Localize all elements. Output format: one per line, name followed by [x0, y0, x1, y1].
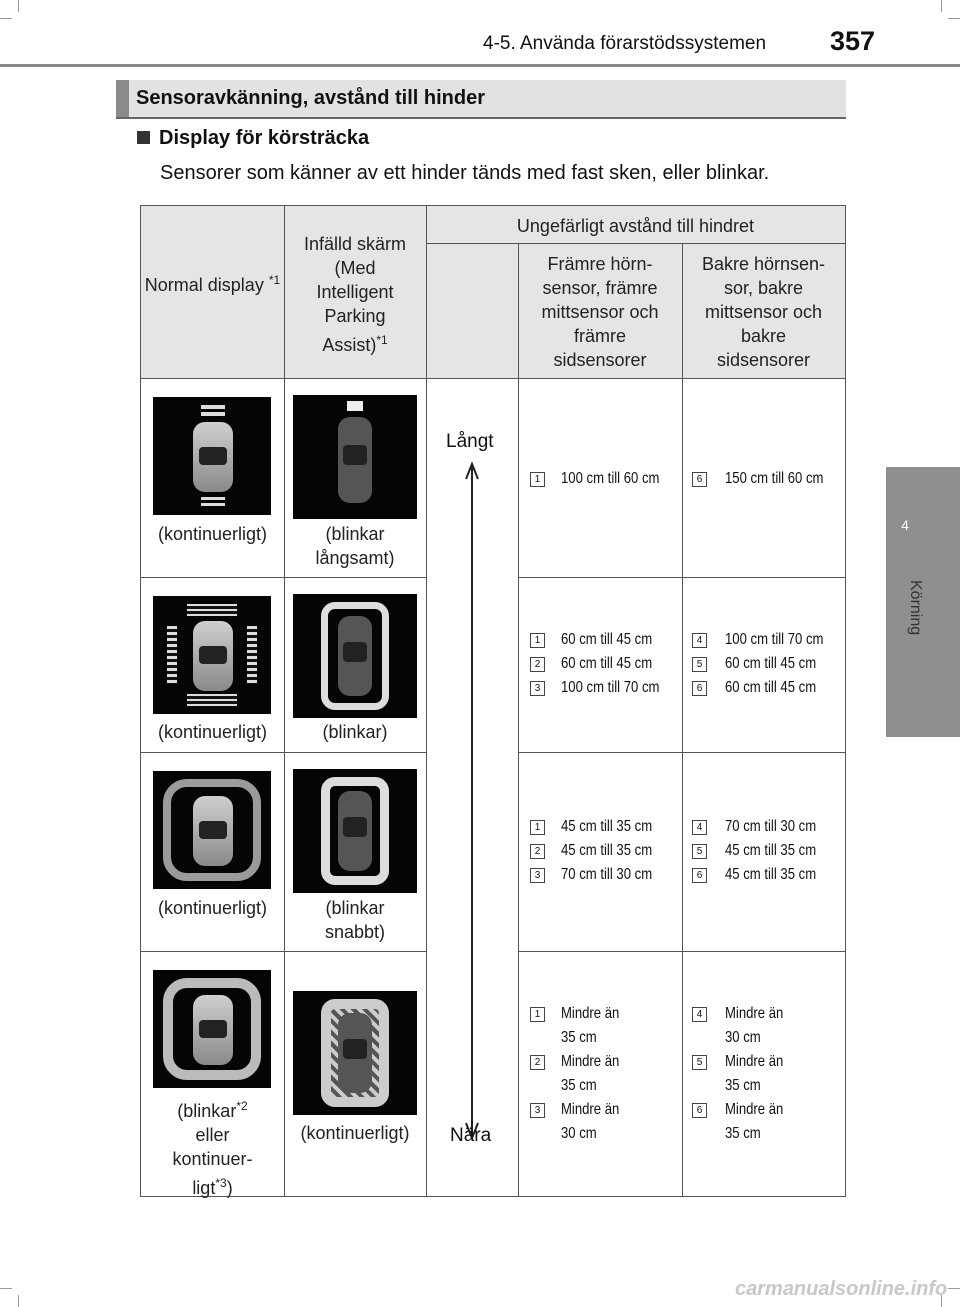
grid-line: [518, 243, 519, 1196]
footnote-ref: 2: [241, 1099, 248, 1113]
sensor-number: 3: [530, 1103, 545, 1118]
caption-line: kontinuer-: [172, 1149, 253, 1169]
square-bullet-icon: [137, 131, 150, 144]
header-approx-distance: Ungefärligt avstånd till hindret: [516, 216, 755, 236]
crop-mark: [941, 0, 942, 12]
inset-caption: [284, 522, 426, 570]
header-inset-screen: [284, 232, 426, 357]
sensor-number: 1: [530, 472, 545, 487]
header-line: Bakre hörnsen-: [701, 254, 826, 274]
footnote-marker: *2: [236, 1099, 248, 1113]
distance-value: 45 cm till 35 cm: [561, 842, 653, 859]
sensor-number: 6: [692, 472, 707, 487]
crop-mark: [0, 1288, 12, 1289]
crop-mark: [18, 1295, 19, 1307]
header-line: Infälld skärm: [303, 234, 407, 254]
page-number: 357: [830, 26, 876, 56]
header-line: sor, bakre: [723, 278, 804, 298]
sensor-number: 2: [530, 657, 545, 672]
distance-value: 60 cm till 45 cm: [725, 679, 817, 696]
sensor-number: 2: [530, 844, 545, 859]
chapter-title: Körning: [907, 580, 924, 636]
grid-line: [518, 951, 845, 952]
header-line: bakre: [740, 326, 787, 346]
caption-line: ligt: [192, 1178, 216, 1198]
distance-value: 70 cm till 30 cm: [725, 818, 817, 835]
header-line: mittsensor och: [541, 302, 659, 322]
chapter-number: 4: [901, 517, 909, 533]
distance-value: 100 cm till 70 cm: [725, 631, 824, 648]
section-title: Sensoravkänning, avstånd till hinder: [136, 87, 485, 109]
normal-display-image: [153, 596, 271, 714]
distance-value: 100 cm till 60 cm: [561, 470, 660, 487]
grid-line: [518, 577, 845, 578]
header-normal-display-text: Normal display: [144, 275, 264, 295]
normal-caption: (kontinuerligt): [157, 524, 268, 544]
sub-heading: [137, 127, 369, 150]
grid-line: [426, 206, 427, 1196]
footnote-marker: *3: [215, 1176, 227, 1190]
header-line: sidsensorer: [553, 350, 647, 370]
inset-screen-image: [293, 991, 417, 1115]
footnote-ref: 3: [220, 1176, 227, 1190]
distance-value: Mindre än 35 cm: [725, 1053, 784, 1094]
caption-line: (blinkar: [325, 898, 385, 918]
sensor-number: 6: [692, 868, 707, 883]
sensor-number: 6: [692, 1103, 707, 1118]
sensor-number: 5: [692, 844, 707, 859]
watermark: carmanualsonline.info: [735, 1278, 948, 1300]
header-line: Assist): [322, 335, 377, 355]
grid-line: [141, 577, 426, 578]
intro-paragraph: Sensorer som känner av ett hinder tänds med fast sken, eller blinkar.: [160, 162, 770, 184]
normal-display-image: [153, 397, 271, 515]
header-line: Främre hörn-: [547, 254, 653, 274]
grid-line: [682, 243, 683, 1196]
header-line: mittsensor och: [704, 302, 823, 322]
sensor-number: 6: [692, 681, 707, 696]
header-front-sensors: [518, 252, 682, 372]
sensor-number: 4: [692, 820, 707, 835]
footnote-marker: *1: [376, 333, 388, 347]
sensor-number: 4: [692, 633, 707, 648]
header-normal-display: [141, 268, 284, 297]
distance-value: 100 cm till 70 cm: [561, 679, 660, 696]
distance-value: Mindre än 35 cm: [561, 1005, 620, 1046]
caption-line: eller: [195, 1125, 230, 1145]
normal-caption: (kontinuerligt): [157, 898, 268, 918]
distance-value: 60 cm till 45 cm: [561, 631, 653, 648]
distance-value: Mindre än 35 cm: [725, 1101, 784, 1142]
distance-value: 60 cm till 45 cm: [725, 655, 817, 672]
distance-value: Mindre än 30 cm: [561, 1101, 620, 1142]
caption-line: snabbt): [324, 922, 386, 942]
normal-display-image: [153, 771, 271, 889]
near-label: Nära: [450, 1125, 492, 1146]
sensor-number: 4: [692, 1007, 707, 1022]
inset-screen-image: [293, 594, 417, 718]
header-rear-sensors: [682, 252, 845, 372]
sensor-number: 1: [530, 633, 545, 648]
footnote-ref: 1: [380, 333, 388, 347]
sensor-number: 5: [692, 1055, 707, 1070]
normal-display-image: [153, 970, 271, 1088]
grid-line: [141, 752, 426, 753]
distance-table: [140, 205, 846, 1197]
distance-value: 60 cm till 45 cm: [561, 655, 653, 672]
grid-line: [141, 951, 426, 952]
footnote-ref: 1: [273, 273, 281, 287]
header-line: (Med: [334, 258, 376, 278]
footnote-marker: *1: [268, 273, 281, 287]
distance-value: 45 cm till 35 cm: [725, 866, 817, 883]
distance-value: 70 cm till 30 cm: [561, 866, 653, 883]
header-line: främre: [573, 326, 626, 346]
sensor-number: 3: [530, 868, 545, 883]
sensor-number: 2: [530, 1055, 545, 1070]
grid-line: [426, 243, 845, 244]
sensor-number: 1: [530, 1007, 545, 1022]
header-line: Parking: [324, 306, 386, 326]
header-rule: [0, 64, 960, 67]
far-label: Långt: [446, 431, 494, 452]
distance-arrow-icon: [461, 461, 483, 1141]
inset-screen-image: [293, 395, 417, 519]
inset-screen-image: [293, 769, 417, 893]
inset-caption: (kontinuerligt): [300, 1123, 410, 1143]
grid-line: [141, 378, 845, 379]
section-underline: [116, 117, 846, 119]
crop-mark: [0, 18, 12, 19]
sub-heading-text: Display för körsträcka: [159, 127, 370, 149]
crop-mark: [948, 18, 960, 19]
header-line: sidsensorer: [716, 350, 811, 370]
crop-mark: [948, 1288, 960, 1289]
inset-caption: (blinkar): [322, 722, 388, 742]
section-path: 4-5. Använda förarstödssystemen: [483, 33, 767, 54]
grid-line: [518, 752, 845, 753]
section-title-box: [116, 80, 846, 117]
distance-value: Mindre än 30 cm: [725, 1005, 784, 1046]
sensor-number: 5: [692, 657, 707, 672]
caption-line: (blinkar: [325, 524, 385, 544]
inset-caption: [284, 896, 426, 944]
normal-caption: (blinkar$^{*2}$ eller kontinuer- ligt$^{*3}$): [141, 1094, 284, 1200]
crop-mark: [18, 0, 19, 12]
caption-line: (blinkar: [177, 1101, 237, 1121]
sensor-number: 1: [530, 820, 545, 835]
header-line: sensor, främre: [542, 278, 658, 298]
distance-value: 45 cm till 35 cm: [561, 818, 653, 835]
sensor-number: 3: [530, 681, 545, 696]
distance-value: Mindre än 35 cm: [561, 1053, 620, 1094]
caption-line: långsamt): [315, 548, 395, 568]
distance-value: 45 cm till 35 cm: [725, 842, 817, 859]
normal-caption: (kontinuerligt): [157, 722, 268, 742]
header-line: Intelligent: [316, 282, 394, 302]
distance-value: 150 cm till 60 cm: [725, 470, 824, 487]
